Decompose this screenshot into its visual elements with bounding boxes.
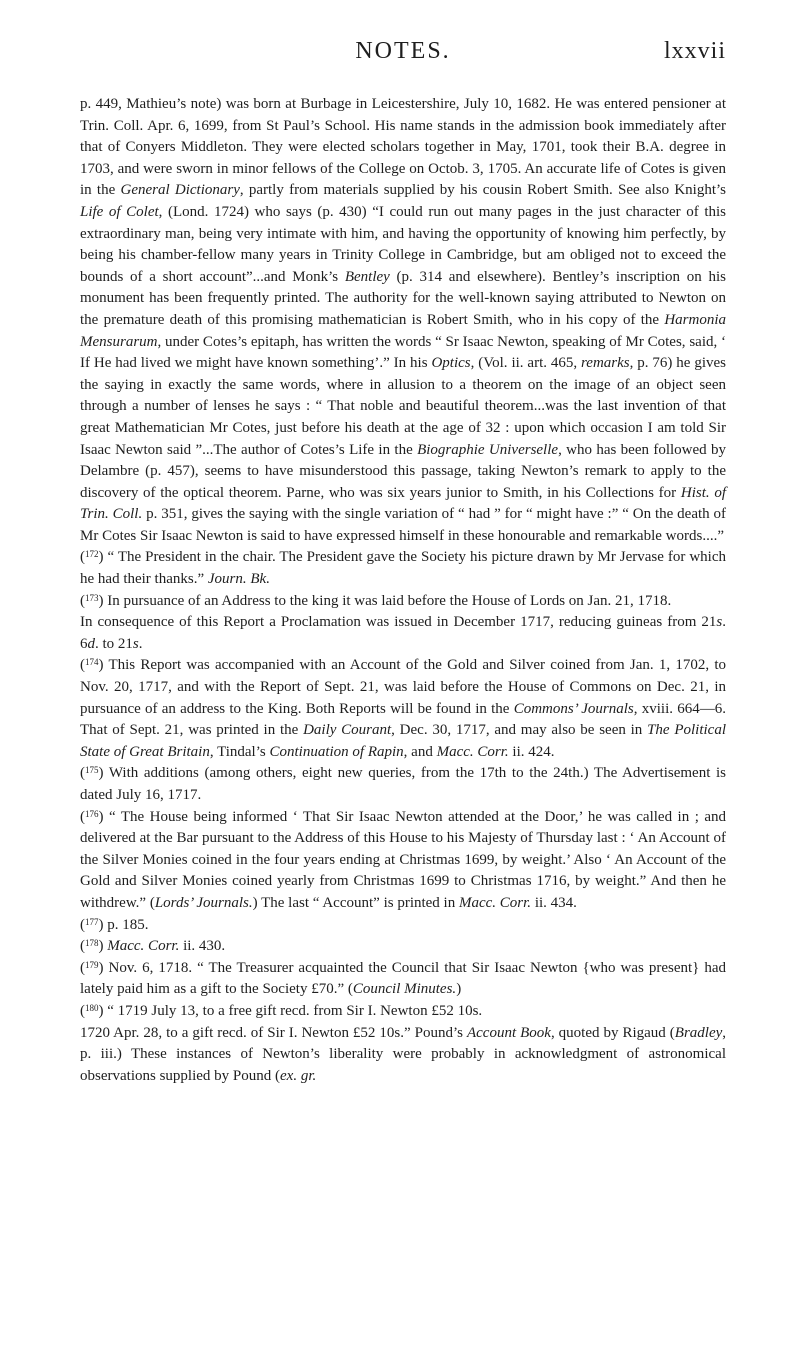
note-number: ($^{178}$) <box>80 938 104 955</box>
italic-text: Account Book <box>466 1024 551 1041</box>
italic-text: Harmonia Mensurarum <box>80 311 726 350</box>
note-number: ($^{179}$) <box>80 959 104 976</box>
note-179 <box>80 958 726 1001</box>
italic-text: Council Minutes. <box>352 981 457 998</box>
note-173-continued <box>80 612 726 655</box>
text-run: , (Vol. ii. art. 465, <box>470 355 582 372</box>
note-175 <box>80 763 726 806</box>
note-number: ($^{172}$) <box>80 549 104 566</box>
note-number: ($^{175}$) <box>80 765 104 782</box>
note-number: ($^{180}$) <box>80 1002 104 1019</box>
text-run: ii. 434. <box>531 894 577 911</box>
text-run: p. 351, gives the saying with the single variation of “ had ” for “ might have :” “ On the death of Mr Cotes Sir Isaac Newton is said to have expressed himself in these honourable and remarkable words....” <box>80 506 727 544</box>
italic-text: Daily Courant <box>303 722 392 739</box>
italic-text: Journ. Bk. <box>207 571 270 588</box>
italic-text: Continuation of Rapin <box>269 743 404 760</box>
italic-text: Macc. Corr. <box>436 743 509 760</box>
notes-body <box>80 94 726 1087</box>
text-run: , quoted by Rigaud ( <box>550 1024 675 1041</box>
text-run: “ The House being informed ‘ That Sir Isaac Newton attended at the Door,’ he was called in ; and delivered at the Bar pursuant to the Address of this House to his Majesty of Thursday last : ‘ An Account of the Silver Monies coined in the four years ending at Christmas 1699, by weight.’ Also ‘ An Account of the Gold and Silver Monies coined yearly from Christmas 1699 to Christmas 1716, by weight.” And then he withdrew.” ( <box>80 808 726 911</box>
italic-text: Hist. of Trin. Coll. <box>80 484 726 523</box>
text-run: “ 1719 July 13, to a free gift recd. from Sir I. Newton £52 10s. <box>103 1002 483 1019</box>
italic-text: Bradley <box>674 1024 723 1041</box>
text-run: With additions (among others, eight new queries, from the 17th to the 24th.) The Advertisement is dated July 16, 1717. <box>80 765 726 803</box>
text-run: ii. 424. <box>508 743 555 760</box>
note-180-continued <box>80 1023 726 1088</box>
italic-text: Commons’ Journals <box>513 700 634 717</box>
italic-text: ex. gr. <box>280 1067 317 1084</box>
note-172 <box>80 547 726 590</box>
italic-text: General Dictionary <box>120 182 240 199</box>
italic-text: Macc. Corr. <box>458 894 532 911</box>
note-continuation <box>80 94 726 547</box>
text-run: ) The last “ Account” is printed in <box>252 894 459 911</box>
note-number: ($^{177}$) <box>80 916 104 933</box>
note-180 <box>80 1001 726 1023</box>
italic-text: Lords’ Journals. <box>154 894 253 911</box>
note-number: ($^{173}$) <box>80 592 104 609</box>
italic-text: s <box>132 635 139 652</box>
text-run: In consequence of this Report a Proclamation was issued in December 1717, reducing guineas from 21 <box>80 614 717 631</box>
page-number: lxxvii <box>663 38 726 64</box>
text-run: This Report was accompanied with an Account of the Gold and Silver coined from Jan. 1, 1702, to Nov. 20, 1717, and with the Report of Sept. 21, was laid before the House of Commons on Dec. 21, in pursuance of an address to the King. Both Reports will be found in the <box>80 657 726 717</box>
note-178 <box>80 936 726 958</box>
note-174 <box>80 655 726 763</box>
text-run: p. 449, Mathieu’s note) was born at Burbage in Leicestershire, July 10, 1682. He was entered pensioner at Trin. Coll. Apr. 6, 1699, from St Paul’s School. His name stands in the admission book immediately after that of Conyers Middleton. They were elected scholars together in May, 1701, took their B.A. degree in 1703, and were sworn in minor fellows of the College on Octob. 3, 1705. An accurate life of Cotes is given in the <box>80 96 726 199</box>
note-176 <box>80 807 726 915</box>
text-run: ii. 430. <box>179 938 226 955</box>
text-run: , (Lond. 1724) who says (p. 430) “I could run out many pages in the just character of this extraordinary man, being very intimate with him, and having the opportunity of knowing him perfectly, by being his chamber-fellow many years in Trinity College in Cambridge, but am obliged not to exceed the bounds of a short account”...and Monk’s <box>80 203 726 285</box>
text-run: ) <box>456 981 462 998</box>
text-run: , Tindal’s <box>209 743 270 760</box>
text-run: . to 21 <box>95 635 133 652</box>
text-run: , xviii. 664—6. That of Sept. 21, was printed in the <box>80 700 726 739</box>
text-run: Nov. 6, 1718. “ The Treasurer acquainted the Council that Sir Isaac Newton {who was present} had lately paid him as a gift to the Society £70.” ( <box>80 959 726 998</box>
text-run: , under Cotes’s epitaph, has written the words “ Sr Isaac Newton, speaking of Mr Cotes, said, ‘ If He had lived we might have known something’.” In his <box>80 333 726 372</box>
italic-text: remarks <box>581 355 630 372</box>
text-run: p. 185. <box>103 916 149 933</box>
italic-text: Life of Colet <box>80 203 159 220</box>
text-run: , who has been followed by Delambre (p. 457), seems to have misunderstood this passage, taking Newton’s remark to apply to the discovery of the optical theorem. Parne, who was six years junior to Smith, in his Collections for <box>80 441 726 501</box>
text-run: . <box>138 635 143 652</box>
text-run: (p. 314 and elsewhere). Bentley’s inscription on his monument has been frequently printed. The authority for the well-known saying attributed to Newton on the premature death of this promising mathematician is Robert Smith, who in his copy of the <box>80 268 726 328</box>
text-run: In pursuance of an Address to the king it was laid before the House of Lords on Jan. 21, 1718. <box>103 592 672 609</box>
text-run: , p. iii.) These instances of Newton’s liberality were probably in acknowledgment of astronomical observations supplied by Pound ( <box>80 1024 727 1084</box>
running-head <box>80 38 726 72</box>
italic-text: Biographie Universelle <box>417 441 559 458</box>
note-173 <box>80 591 726 613</box>
text-run: , partly from materials supplied by his cousin Robert Smith. See also Knight’s <box>239 182 727 199</box>
text-run: , and <box>403 743 437 760</box>
text-run: . 6 <box>80 614 726 652</box>
text-run: , Dec. 30, 1717, and may also be seen in <box>391 722 648 739</box>
text-run: “ The President in the chair. The President gave the Society his picture drawn by Mr Jervase for which he had their thanks.” <box>80 549 726 588</box>
page-title: NOTES. <box>355 38 451 64</box>
italic-text: Optics <box>431 355 471 372</box>
note-number: ($^{174}$) <box>80 657 104 674</box>
note-177 <box>80 915 726 937</box>
italic-text: s <box>716 614 723 631</box>
text-run: , p. 76) he gives the saying in exactly the same words, where in allusion to a theorem on the image of an object seen through a number of lenses he says : “ That noble and beautiful theorem...was the last invention of that great Mathematician Mr Cotes, just before his death at the age of 32 : upon which occasion I am told Sir Isaac Newton said ”...The author of Cotes’s Life in the <box>80 355 726 458</box>
text-run: 1720 Apr. 28, to a gift recd. of Sir I. Newton £52 10s.” Pound’s <box>80 1024 467 1041</box>
italic-text: d <box>87 635 95 652</box>
italic-text: The Political State of Great Britain <box>80 722 726 760</box>
italic-text: Macc. Corr. <box>107 938 180 955</box>
italic-text: Bentley <box>344 268 390 285</box>
note-number: ($^{176}$) <box>80 808 104 825</box>
